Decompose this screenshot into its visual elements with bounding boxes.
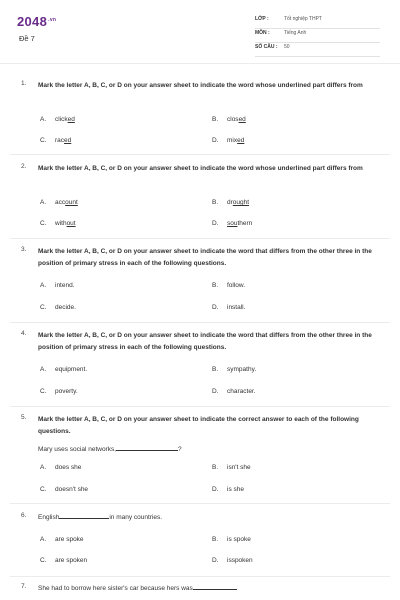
question-text: Mark the letter A, B, C, or D on your answer sheet to indicate the word that differs from the other three in the position of primary stress in each of the following questions. [38, 248, 372, 267]
option-b[interactable]: B. is spoke [212, 536, 251, 543]
meta-key: SỐ CÂU : [255, 44, 278, 50]
meta-value: Tiếng Anh [284, 30, 307, 36]
option-b[interactable]: B. drought [212, 199, 250, 206]
option-a[interactable]: A. are spoke [40, 536, 84, 543]
question-text: Mark the letter A, B, C, or D on your answer sheet to indicate the word that differs from the other three in the position of primary stress in each of the following questions. [38, 332, 372, 351]
answer-blank [193, 583, 237, 590]
option-b[interactable]: B. follow. [212, 282, 246, 289]
meta-grade [255, 14, 380, 29]
option-b[interactable]: B. isn't she [212, 464, 251, 471]
option-a[interactable]: A. equipment. [40, 366, 88, 373]
question-text: English in many countries. [38, 514, 163, 521]
answer-blank [116, 444, 178, 451]
option-c[interactable]: C. poverty. [40, 388, 78, 395]
question-text: Mark the letter A, B, C, or D on your answer sheet to indicate the word whose underlined part differs from [38, 82, 363, 89]
question-number: 5. [21, 414, 27, 421]
option-b[interactable]: B. closed [212, 116, 246, 123]
option-d[interactable]: D. character. [212, 388, 256, 395]
option-c[interactable]: C. without [40, 220, 76, 227]
header-divider [0, 63, 400, 64]
site-logo[interactable]: $2048^{.vn}$ [17, 14, 57, 29]
option-d[interactable]: D. isspoken [212, 557, 253, 564]
meta-question-count [255, 42, 380, 57]
exam-header [0, 0, 400, 62]
question-divider [10, 154, 390, 155]
question-number: 2. [21, 163, 27, 170]
question-divider [10, 238, 390, 239]
option-c[interactable]: C. are spoken [40, 557, 88, 564]
option-c[interactable]: C. doesn't she [40, 486, 89, 493]
meta-subject [255, 28, 380, 43]
answer-blank [59, 512, 109, 519]
option-d[interactable]: D. southern [212, 220, 253, 227]
question-divider [10, 322, 390, 323]
question-stem: Mary uses social networks, ? [38, 446, 182, 453]
question-number: 7. [21, 583, 27, 590]
question-number: 4. [21, 330, 27, 337]
question-divider [10, 576, 390, 577]
option-d[interactable]: D. is she [212, 486, 244, 493]
question-text: Mark the letter A, B, C, or D on your answer sheet to indicate the correct answer to each of the following questions. [38, 416, 359, 435]
question-number: 6. [21, 512, 27, 519]
option-d[interactable]: D. mixed [212, 137, 245, 144]
question-number: 3. [21, 246, 27, 253]
option-a[interactable]: A. does she [40, 464, 82, 471]
question-number: 1. [21, 80, 27, 87]
meta-key: MÔN : [255, 30, 270, 36]
option-d[interactable]: D. install. [212, 304, 246, 311]
option-b[interactable]: B. sympathy. [212, 366, 257, 373]
option-a[interactable]: A. clicked [40, 116, 75, 123]
question-divider [10, 406, 390, 407]
option-c[interactable]: C. raced [40, 137, 72, 144]
question-text: She had to borrow here sister's car because hers was [38, 583, 382, 595]
option-c[interactable]: C. decide. [40, 304, 76, 311]
question-divider [10, 503, 390, 504]
meta-key: LỚP : [255, 16, 269, 22]
question-text: Mark the letter A, B, C, or D on your answer sheet to indicate the word whose underlined part differs from [38, 165, 363, 172]
exam-code: Đề 7 [19, 34, 35, 43]
meta-value: Tốt nghiệp THPT [284, 16, 322, 22]
option-a[interactable]: A. account [40, 199, 78, 206]
option-a[interactable]: A. intend. [40, 282, 75, 289]
meta-value: 50 [284, 44, 290, 50]
